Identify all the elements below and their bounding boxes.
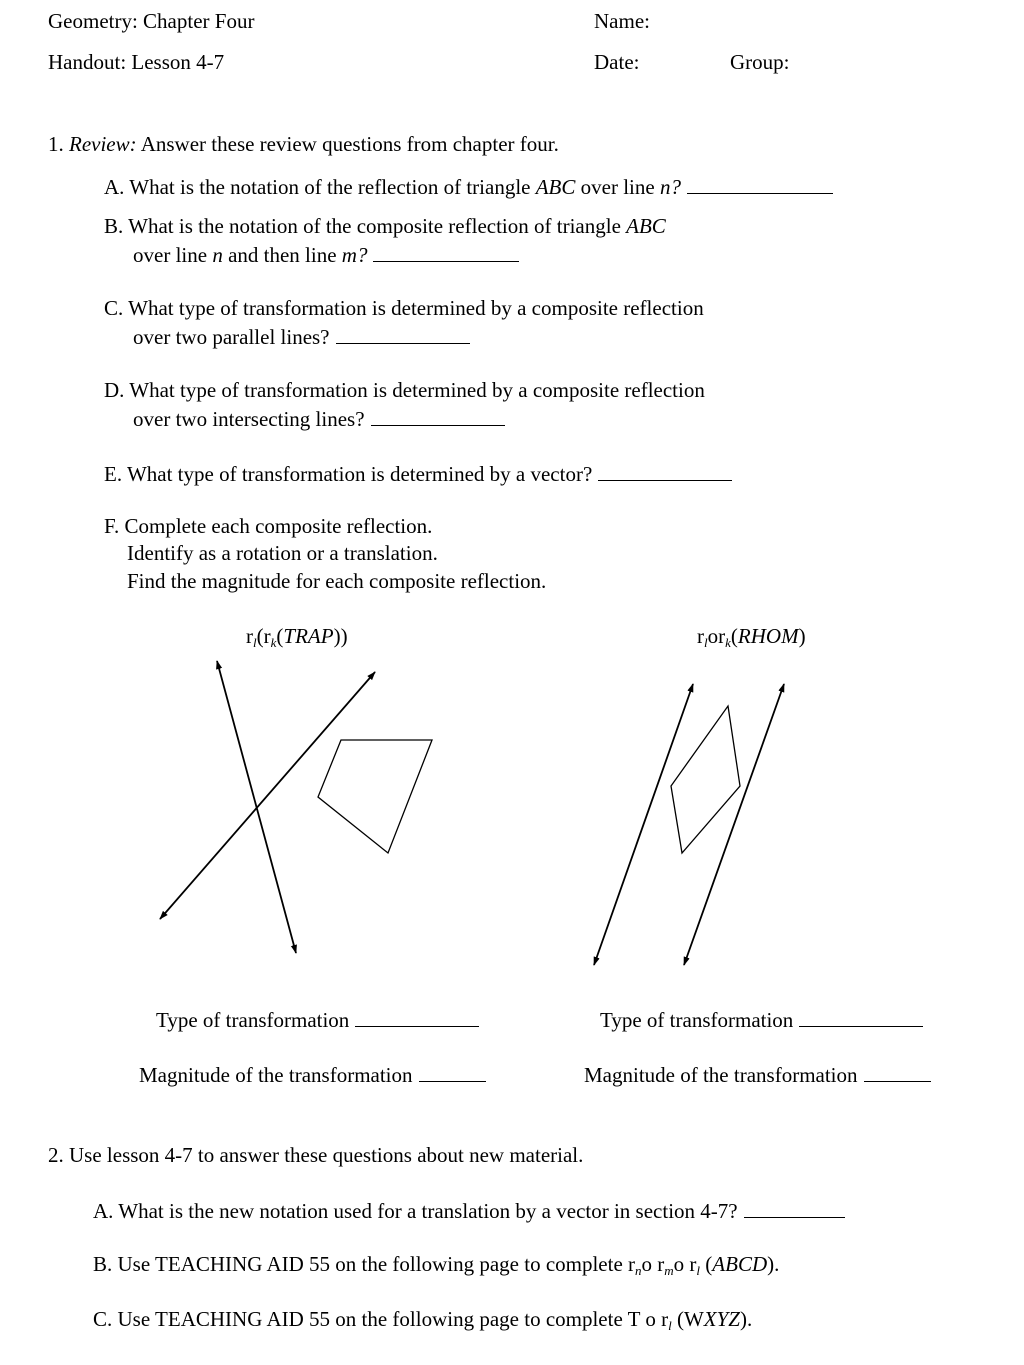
q2b-p2: ). (767, 1252, 780, 1276)
cap-r-name: RHOM (737, 624, 799, 648)
q1-intro-text: Answer these review questions from chapter four. (140, 132, 559, 156)
q1a-mid: over line (580, 175, 655, 199)
q2c (93, 1307, 753, 1333)
cap-l-s2: k (270, 635, 277, 650)
cap-r-s1: l (704, 635, 708, 650)
group-label: Group: (730, 50, 790, 74)
cap-r-r3: ( (730, 624, 738, 648)
cap-l-r3: ( (276, 624, 284, 648)
right-magnitude-label: Magnitude of the transformation (584, 1063, 858, 1087)
q2c-text: C. Use TEACHING AID 55 on the following page to complete T o r (93, 1307, 669, 1331)
q2b-o1: o r (641, 1252, 665, 1276)
q2b-text: B. Use TEACHING AID 55 on the following page to complete r (93, 1252, 636, 1276)
cap-l-r4: )) (333, 624, 348, 648)
right-magnitude-blank[interactable] (864, 1063, 931, 1082)
q2b-s3: l (696, 1263, 701, 1278)
cap-l-r2: (r (256, 624, 271, 648)
line-l-right (684, 684, 784, 965)
q2c-p1: (W (671, 1307, 704, 1331)
q1-lead: Review: (69, 132, 137, 156)
q1d-line1: D. What type of transformation is determined by a composite reflection (104, 378, 705, 402)
q2-intro: 2. Use lesson 4-7 to answer these questions about new material. (48, 1143, 584, 1167)
q1b-abc: ABC (626, 214, 666, 238)
q2c-name: XYZ (703, 1307, 740, 1331)
q1a-prefix: A. What is the notation of the reflection of triangle (104, 175, 531, 199)
q2b-s1: n (635, 1263, 642, 1278)
cap-l-name: TRAP (283, 624, 334, 648)
q2b-o2: o r (673, 1252, 697, 1276)
cap-l-r1: r (246, 624, 253, 648)
q1a-abc: ABC (535, 175, 576, 199)
right-type-label: Type of transformation (600, 1008, 794, 1032)
q2b (93, 1252, 780, 1278)
q2a-answer-blank[interactable] (744, 1199, 845, 1218)
line-l-left (160, 672, 375, 919)
q1-number: 1. (48, 132, 64, 156)
left-type-blank[interactable] (355, 1008, 479, 1027)
q2c-s1: l (668, 1318, 672, 1333)
cap-r-r1: r (697, 624, 704, 648)
handout-title: Handout: Lesson 4-7 (48, 50, 225, 74)
q1c-line1: C. What type of transformation is determined by a composite reflection (104, 296, 704, 320)
course-title: Geometry: Chapter Four (48, 9, 255, 33)
q2b-name: ABCD (712, 1252, 768, 1276)
q1b-l2b: and then line (228, 243, 337, 267)
q1b-l2a: over line (133, 243, 208, 267)
q1b-n: n (212, 243, 223, 267)
left-magnitude-label: Magnitude of the transformation (139, 1063, 413, 1087)
cap-r-r2: or (707, 624, 726, 648)
cap-l-s1: l (253, 635, 257, 650)
q2b-p1: ( (700, 1252, 713, 1276)
left-magnitude-blank[interactable] (419, 1063, 486, 1082)
date-label: Date: (594, 50, 640, 74)
q1f-line3: Find the magnitude for each composite reflection. (127, 569, 547, 593)
name-label: Name: (594, 9, 650, 33)
right-magnitude-row (584, 1063, 931, 1086)
q1b-m: m? (341, 243, 368, 267)
left-type-label: Type of transformation (156, 1008, 350, 1032)
q2a-text: A. What is the new notation used for a translation by a vector in section 4-7? (93, 1199, 738, 1223)
quadrilateral-trap (318, 740, 432, 853)
q1e-text: E. What type of transformation is determined by a vector? (104, 462, 593, 486)
q2b-s2: m (664, 1263, 674, 1278)
cap-r-s2: k (725, 635, 731, 650)
q2c-p2: ). (739, 1307, 753, 1331)
right-type-blank[interactable] (799, 1008, 923, 1027)
quadrilateral-rhom (671, 706, 740, 853)
q1f-line2: Identify as a rotation or a translation. (127, 541, 438, 565)
q1c-text: over two parallel lines? (133, 325, 330, 349)
line-k-right (594, 684, 693, 965)
q1d-text: over two intersecting lines? (133, 407, 365, 431)
q1f-line1: F. Complete each composite reflection. (104, 514, 433, 538)
q1a-n: n? (659, 175, 681, 199)
q2a (93, 1199, 845, 1222)
cap-r-r4: ) (798, 624, 806, 648)
q1b-text: B. What is the notation of the composite reflection of triangle (104, 214, 621, 238)
left-type-row (156, 1008, 479, 1031)
left-magnitude-row (139, 1063, 486, 1086)
right-type-row (600, 1008, 923, 1031)
